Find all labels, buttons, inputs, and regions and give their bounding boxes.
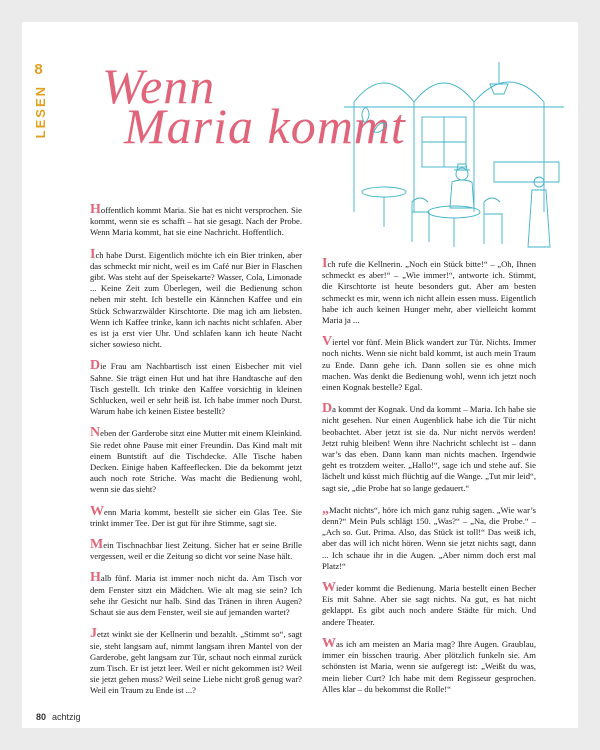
section-label xyxy=(24,62,54,138)
paragraph-text: a kommt der Kognak. Und da kommt – Maria. Ich habe sie nicht gesehen. Nur einen Augenblick habe ich die Tür nicht beobachtet. Aber jetzt ist sie da. Nur nicht nervös werden! Jetzt ruhig bleiben! Wenn ihre Nachricht schlecht ist – dann war’s das eben. Dann kann man nichts machen. Irgendwie geht es trotzdem weiter. „Hallo!“, sage ich und stehe auf. Sie lächelt und küsst mich flüchtig auf die Wange. „Tut mir leid“, sagt sie, „die Probe hat so lange gedauert.“ xyxy=(322,404,536,493)
figure-body xyxy=(528,190,550,247)
paragraph-text: eben der Garderobe sitzt eine Mutter mit einem Kleinkind. Sie redet ohne Pause mit einer Freundin. Das Kind malt mit einem Buntstift auf die Tischdecke. Alle Tische haben Decken. Einige haben Kaffeeflecken. Die da bekommt jetzt auch noch rote Striche. Was macht die Bedienung wohl, wenn sie das sieht? xyxy=(90,428,302,495)
text-column-left xyxy=(90,204,302,707)
drop-cap: J xyxy=(90,626,97,642)
paragraph-text: as ich am meisten an Maria mag? Ihre Augen. Graublau, immer ein bisschen traurig. Aber plötzlich funkeln sie. Am schönsten ist Maria, wenn sie aufgeregt ist: „Weißt du was, mein lieber Curt? Ich habe mit dem Regisseur gesprochen. Alles klar – du bekommst die Rolle!“ xyxy=(322,638,536,694)
arch-left xyxy=(354,83,414,102)
paragraph-text: ieder kommt die Bedienung. Maria bestellt einen Becher Eis mit Sahne. Aber sie sagt nichts. Na gut, es hat nicht geklappt. Es gibt auch noch andere Städte für mich. Und andere Theater. xyxy=(322,583,536,627)
section-word: LESEN xyxy=(33,85,48,139)
paragraph xyxy=(90,572,302,618)
paragraph-text: alb fünf. Maria ist immer noch nicht da. Am Tisch vor dem Fenster sitzt ein Mädchen. Wie alt mag sie sein? Ich sehe ihr Gesicht nur halb. Sind das Tränen in ihren Augen? Schaut sie aus dem Fenster, weil sie auf jemanden wartet? xyxy=(90,573,302,618)
drop-cap: W xyxy=(322,580,336,596)
drop-cap: I xyxy=(90,246,96,262)
arch-right xyxy=(474,82,544,102)
paragraph-text: enn Maria kommt, bestellt sie sicher ein Glas Tee. Sie trinkt immer Tee. Der ist gut für ihre Stimme, sagt sie. xyxy=(90,506,302,528)
paragraph-text: iertel vor fünf. Mein Blick wandert zur Tür. Nichts. Immer noch nichts. Wenn sie nicht bald kommt, ist auch mein Traum zu Ende. Dann gehe ich. Dann sollen sie es ohne mich machen. Was denkt die Bedienung wohl, wenn ich jetzt noch einen Kognak bestelle? Egal. xyxy=(322,337,536,393)
paragraph-text: etzt winkt sie der Kellnerin und bezahlt. „Stimmt so“, sagt sie, steht langsam auf, nimmt langsam ihren Mantel von der Garderobe, geht langsam zur Tür, schaut noch einmal zurück zum Tisch. Er ist jetzt leer. Weil er nicht gekommen ist? Weil sie jetzt gehen muss? Weil seine Liebe nicht groß genug war? Weil ein Traum zu Ende ist ...? xyxy=(90,629,302,696)
paragraph-text: ch rufe die Kellnerin. „Noch ein Stück bitte!“ – „Oh, Ihnen schmeckt es aber!“ – „Wie immer!“, antworte ich. Stimmt, die Kirschtorte ist heute besonders gut. Aber am besten schmeckt es mir, wenn ich nicht allein essen muss. Eigentlich habe ich auch keinen Hunger mehr, aber vielleicht kommt Maria ja ... xyxy=(322,259,536,326)
text-column-right xyxy=(322,258,536,705)
person-body xyxy=(450,180,474,208)
paragraph xyxy=(90,503,302,529)
drop-cap: D xyxy=(322,401,333,417)
paragraph xyxy=(90,427,302,495)
drop-cap: H xyxy=(90,202,101,217)
drop-cap: N xyxy=(90,425,101,441)
paragraph xyxy=(322,582,536,628)
paragraph xyxy=(90,204,302,239)
title-line-1: Wenn xyxy=(102,58,216,114)
page-number: 80 xyxy=(36,712,47,722)
chair xyxy=(412,198,429,242)
section-number: 8 xyxy=(34,61,44,78)
paragraph xyxy=(322,258,536,326)
drop-cap: „ xyxy=(322,501,329,517)
drop-cap: D xyxy=(90,358,101,374)
chair xyxy=(484,198,502,244)
drop-cap: H xyxy=(90,570,101,586)
drop-cap: W xyxy=(90,503,104,519)
arch-middle xyxy=(414,83,474,102)
paragraph-text: Macht nichts“, höre ich mich ganz ruhig sagen. „Wie war’s denn?“ Mein Puls schlägt 150. „Was?“ – „Na, die Probe.“ – „Ach so. Gut. Prima. Also, das Stück ist toll!“ Das weiß ich, aber das will ich nicht hören. Wenn sie jetzt nichts sagt, dann ... Ich schaue ihr in die Augen. „Aber nimm doch erst mal Platz!“ xyxy=(322,504,536,571)
paragraph xyxy=(90,246,302,351)
paragraph xyxy=(322,501,536,572)
cafe-scene-illustration xyxy=(344,62,564,252)
paragraph-text: ein Tischnachbar liest Zeitung. Sicher hat er seine Brille vergessen, weil er die Zeitung so dicht vor seine Nase hält. xyxy=(90,540,302,562)
paragraph-text: ch habe Durst. Eigentlich möchte ich ein Bier trinken, aber das schmeckt mir nicht, weil es im Café nur Bier in Flaschen gibt. Was steht auf der Speisekarte? Wasser, Cola, Limonade ... Keine Zeit zum Überlegen, weil die Bedienung schon neben mir steht. Ich bestelle ein Kännchen Kaffee und ein Stück Schwarzwälder Kirschtorte. Die mag ich am liebsten. Wenn ich Kaffee trinke, kann ich nachts nicht schlafen. Aber es ist ja erst vier Uhr. Und schlafen kann ich heute Nacht sicher sowieso nicht. xyxy=(90,249,302,350)
drop-cap: W xyxy=(322,635,336,651)
paragraph xyxy=(90,539,302,562)
paragraph-text: offentlich kommt Maria. Sie hat es nicht versprochen. Sie kommt, wenn sie es schafft – hat sie gesagt. Nach der Probe. Wenn Maria kommt, hat sie eine Nachricht. Hoffentlich. xyxy=(90,205,302,238)
drop-cap: I xyxy=(322,256,328,271)
paragraph xyxy=(90,360,302,417)
paragraph xyxy=(322,403,536,494)
paragraph xyxy=(90,628,302,696)
table xyxy=(362,187,406,197)
title-line-2: Maria kommt xyxy=(124,98,406,154)
page-number-word: achtzig xyxy=(52,712,81,722)
magazine-page xyxy=(22,22,578,728)
page-footer xyxy=(36,712,81,722)
paragraph-text: ie Frau am Nachbartisch isst einen Eisbecher mit viel Sahne. Sie trägt einen Hut und hat ihre Handtasche auf den Tisch gestellt. Ich trinke den Kaffee vorsichtig in kleinen Schlucken, weil er sehr heiß ist. Ich habe immer noch Durst. Warum habe ich keinen Eistee bestellt? xyxy=(90,361,302,417)
lamp-shade xyxy=(490,84,508,94)
bar-counter xyxy=(494,162,559,182)
drop-cap: M xyxy=(90,537,104,553)
paragraph xyxy=(322,336,536,393)
drop-cap: V xyxy=(322,334,333,350)
plant xyxy=(362,107,386,132)
paragraph xyxy=(322,635,536,695)
